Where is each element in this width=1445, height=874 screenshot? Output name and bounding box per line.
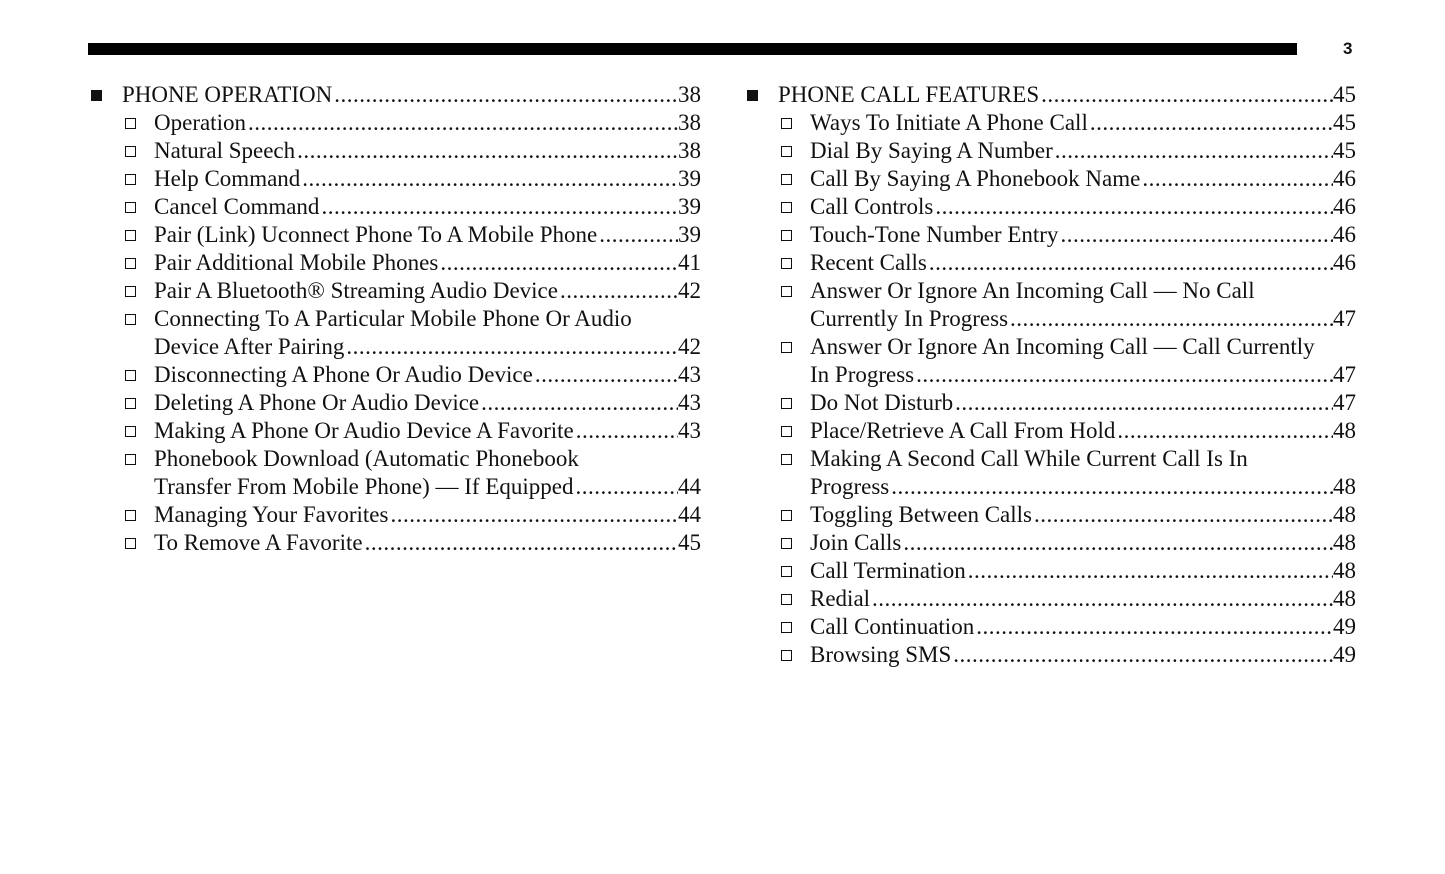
toc-entry[interactable]	[744, 613, 1356, 641]
toc-entry[interactable]	[744, 249, 1356, 277]
entry-title: Cancel Command	[154, 194, 320, 219]
hollow-square-bullet-icon	[125, 258, 136, 269]
entry-title: Deleting A Phone Or Audio Device	[154, 390, 480, 415]
page-ref: 43	[678, 362, 701, 387]
page-ref: 46	[1333, 250, 1356, 275]
page-ref: 45	[1333, 110, 1356, 135]
entry-title: Help Command	[154, 166, 301, 191]
dot-leader	[1039, 81, 1333, 109]
page-ref: 45	[1333, 82, 1356, 107]
hollow-square-bullet-icon	[781, 566, 792, 577]
page-ref: 46	[1333, 222, 1356, 247]
entry-title: Pair Additional Mobile Phones	[154, 250, 439, 275]
entry-title: Natural Speech	[154, 138, 296, 163]
page-ref: 43	[678, 418, 701, 443]
dot-leader	[914, 361, 1333, 389]
page-ref: 47	[1333, 362, 1356, 387]
hollow-square-bullet-icon	[781, 342, 792, 353]
dot-leader	[574, 417, 678, 445]
hollow-square-bullet-icon	[781, 426, 792, 437]
toc-entry[interactable]	[88, 333, 701, 361]
entry-title: Operation	[154, 110, 246, 135]
toc-entry[interactable]	[744, 333, 1356, 361]
entry-title: Transfer From Mobile Phone) — If Equipped	[154, 474, 574, 499]
hollow-square-bullet-icon	[125, 286, 136, 297]
entry-title: Answer Or Ignore An Incoming Call — No Call	[810, 278, 1255, 303]
toc-entry[interactable]	[744, 165, 1356, 193]
entry-title: Place/Retrieve A Call From Hold	[810, 418, 1116, 443]
dot-leader	[344, 333, 678, 361]
toc-entry[interactable]	[744, 389, 1356, 417]
entry-title: Ways To Initiate A Phone Call	[810, 110, 1088, 135]
toc-entry[interactable]	[88, 417, 701, 445]
page-ref: 49	[1333, 642, 1356, 667]
toc-entry[interactable]	[744, 501, 1356, 529]
toc-entry[interactable]	[88, 221, 701, 249]
page-ref: 45	[678, 530, 701, 555]
entry-title: Progress	[810, 474, 890, 499]
page-ref: 39	[678, 222, 701, 247]
entry-title: Currently In Progress	[810, 306, 1009, 331]
toc-entry[interactable]	[744, 417, 1356, 445]
toc-entry[interactable]	[88, 305, 701, 333]
toc-entry[interactable]	[88, 109, 701, 137]
toc-entry[interactable]	[88, 445, 701, 473]
hollow-square-bullet-icon	[781, 146, 792, 157]
hollow-square-bullet-icon	[781, 118, 792, 129]
entry-title: Pair (Link) Uconnect Phone To A Mobile Phone	[154, 222, 598, 247]
entry-title: Do Not Disturb	[810, 390, 954, 415]
hollow-square-bullet-icon	[125, 370, 136, 381]
dot-leader	[319, 193, 678, 221]
entry-title: In Progress	[810, 362, 915, 387]
hollow-square-bullet-icon	[125, 118, 136, 129]
entry-title: Touch-Tone Number Entry	[810, 222, 1059, 247]
page-ref: 48	[1333, 502, 1356, 527]
page-ref: 44	[678, 502, 701, 527]
hollow-square-bullet-icon	[125, 146, 136, 157]
toc-entry[interactable]	[88, 473, 701, 501]
toc-entry[interactable]	[744, 585, 1356, 613]
dot-leader	[1140, 165, 1333, 193]
page-ref: 45	[1333, 138, 1356, 163]
dot-leader	[300, 165, 678, 193]
dot-leader	[597, 221, 678, 249]
page-ref: 48	[1333, 474, 1356, 499]
dot-leader	[1008, 305, 1333, 333]
toc-entry[interactable]	[744, 277, 1356, 305]
dot-leader	[574, 473, 679, 501]
dot-leader	[1032, 501, 1333, 529]
dot-leader	[1088, 109, 1333, 137]
hollow-square-bullet-icon	[781, 622, 792, 633]
hollow-square-bullet-icon	[781, 594, 792, 605]
page-ref: 39	[678, 194, 701, 219]
page-ref: 38	[678, 82, 701, 107]
toc-entry[interactable]	[744, 221, 1356, 249]
page-ref: 47	[1333, 390, 1356, 415]
hollow-square-bullet-icon	[781, 202, 792, 213]
toc-entry[interactable]	[744, 557, 1356, 585]
hollow-square-bullet-icon	[125, 174, 136, 185]
hollow-square-bullet-icon	[125, 454, 136, 465]
page-number: 3	[1343, 39, 1353, 58]
hollow-square-bullet-icon	[781, 230, 792, 241]
toc-section-heading[interactable]	[88, 81, 701, 109]
toc-entry[interactable]	[88, 277, 701, 305]
toc-entry[interactable]	[744, 193, 1356, 221]
dot-leader	[388, 501, 678, 529]
dot-leader	[558, 277, 678, 305]
page-ref: 42	[678, 334, 701, 359]
entry-title: Making A Second Call While Current Call Is In	[810, 446, 1248, 471]
page-ref: 39	[678, 166, 701, 191]
dot-leader	[951, 641, 1333, 669]
entry-title: Pair A Bluetooth® Streaming Audio Device	[154, 278, 558, 303]
entry-title: Dial By Saying A Number	[810, 138, 1053, 163]
dot-leader	[953, 389, 1333, 417]
toc-entry[interactable]	[88, 193, 701, 221]
hollow-square-bullet-icon	[125, 202, 136, 213]
entry-title: Connecting To A Particular Mobile Phone Or Audio	[154, 306, 632, 331]
hollow-square-bullet-icon	[125, 426, 136, 437]
hollow-square-bullet-icon	[125, 230, 136, 241]
toc-entry[interactable]	[744, 305, 1356, 333]
toc-entry[interactable]	[88, 165, 701, 193]
dot-leader	[901, 529, 1333, 557]
entry-title: Call Termination	[810, 558, 966, 583]
dot-leader	[479, 389, 678, 417]
hollow-square-bullet-icon	[125, 510, 136, 521]
hollow-square-bullet-icon	[781, 174, 792, 185]
header-rule	[88, 43, 1297, 55]
hollow-square-bullet-icon	[125, 398, 136, 409]
entry-title: Recent Calls	[810, 250, 927, 275]
toc-column-left	[88, 81, 701, 557]
entry-title: Call Controls	[810, 194, 934, 219]
toc-entry[interactable]	[744, 361, 1356, 389]
toc-entry[interactable]	[88, 529, 701, 557]
dot-leader	[363, 529, 678, 557]
page-ref: 48	[1333, 586, 1356, 611]
dot-leader	[438, 249, 678, 277]
toc-entry[interactable]	[88, 389, 701, 417]
page-ref: 41	[678, 250, 701, 275]
page-ref: 38	[678, 138, 701, 163]
toc-entry[interactable]	[88, 501, 701, 529]
hollow-square-bullet-icon	[781, 510, 792, 521]
hollow-square-bullet-icon	[125, 314, 136, 325]
dot-leader	[889, 473, 1333, 501]
dot-leader	[927, 249, 1333, 277]
dot-leader	[1053, 137, 1333, 165]
entry-title: To Remove A Favorite	[154, 530, 363, 555]
page-ref: 48	[1333, 530, 1356, 555]
entry-title: Toggling Between Calls	[810, 502, 1032, 527]
dot-leader	[533, 361, 678, 389]
entry-title: Disconnecting A Phone Or Audio Device	[154, 362, 533, 387]
entry-title: Device After Pairing	[154, 334, 345, 359]
hollow-square-bullet-icon	[781, 286, 792, 297]
toc-entry[interactable]	[88, 137, 701, 165]
toc-section-heading[interactable]	[744, 81, 1356, 109]
toc-entry[interactable]	[88, 249, 701, 277]
dot-leader	[1058, 221, 1333, 249]
dot-leader	[974, 613, 1333, 641]
hollow-square-bullet-icon	[781, 454, 792, 465]
dot-leader	[332, 81, 678, 109]
dot-leader	[1115, 417, 1333, 445]
dot-leader	[295, 137, 678, 165]
page-ref: 44	[678, 474, 701, 499]
entry-title: Browsing SMS	[810, 642, 952, 667]
hollow-square-bullet-icon	[781, 650, 792, 661]
toc-column-right	[744, 81, 1356, 669]
toc-entry[interactable]	[744, 137, 1356, 165]
toc-entry[interactable]	[744, 445, 1356, 473]
entry-title: Making A Phone Or Audio Device A Favorite	[154, 418, 574, 443]
entry-title: Join Calls	[810, 530, 902, 555]
entry-title: Answer Or Ignore An Incoming Call — Call Currently	[810, 334, 1315, 359]
toc-entry[interactable]	[744, 529, 1356, 557]
dot-leader	[870, 585, 1333, 613]
section-title: PHONE OPERATION	[122, 82, 333, 107]
page-ref: 46	[1333, 166, 1356, 191]
hollow-square-bullet-icon	[781, 258, 792, 269]
hollow-square-bullet-icon	[781, 538, 792, 549]
page-ref: 48	[1333, 418, 1356, 443]
dot-leader	[966, 557, 1333, 585]
entry-title: Redial	[810, 586, 871, 611]
dot-leader	[246, 109, 678, 137]
page-ref: 43	[678, 390, 701, 415]
page-ref: 42	[678, 278, 701, 303]
hollow-square-bullet-icon	[781, 398, 792, 409]
entry-title: Managing Your Favorites	[154, 502, 389, 527]
page-ref: 38	[678, 110, 701, 135]
page-ref: 49	[1333, 614, 1356, 639]
toc-entry[interactable]	[744, 473, 1356, 501]
toc-entry[interactable]	[88, 361, 701, 389]
hollow-square-bullet-icon	[125, 538, 136, 549]
toc-entry[interactable]	[744, 641, 1356, 669]
entry-title: Phonebook Download (Automatic Phonebook	[154, 446, 579, 471]
section-title: PHONE CALL FEATURES	[778, 82, 1040, 107]
dot-leader	[933, 193, 1333, 221]
filled-square-bullet-icon	[747, 90, 758, 101]
page-ref: 47	[1333, 306, 1356, 331]
toc-entry[interactable]	[744, 109, 1356, 137]
entry-title: Call By Saying A Phonebook Name	[810, 166, 1141, 191]
filled-square-bullet-icon	[91, 90, 102, 101]
entry-title: Call Continuation	[810, 614, 975, 639]
page-ref: 48	[1333, 558, 1356, 583]
page-ref: 46	[1333, 194, 1356, 219]
